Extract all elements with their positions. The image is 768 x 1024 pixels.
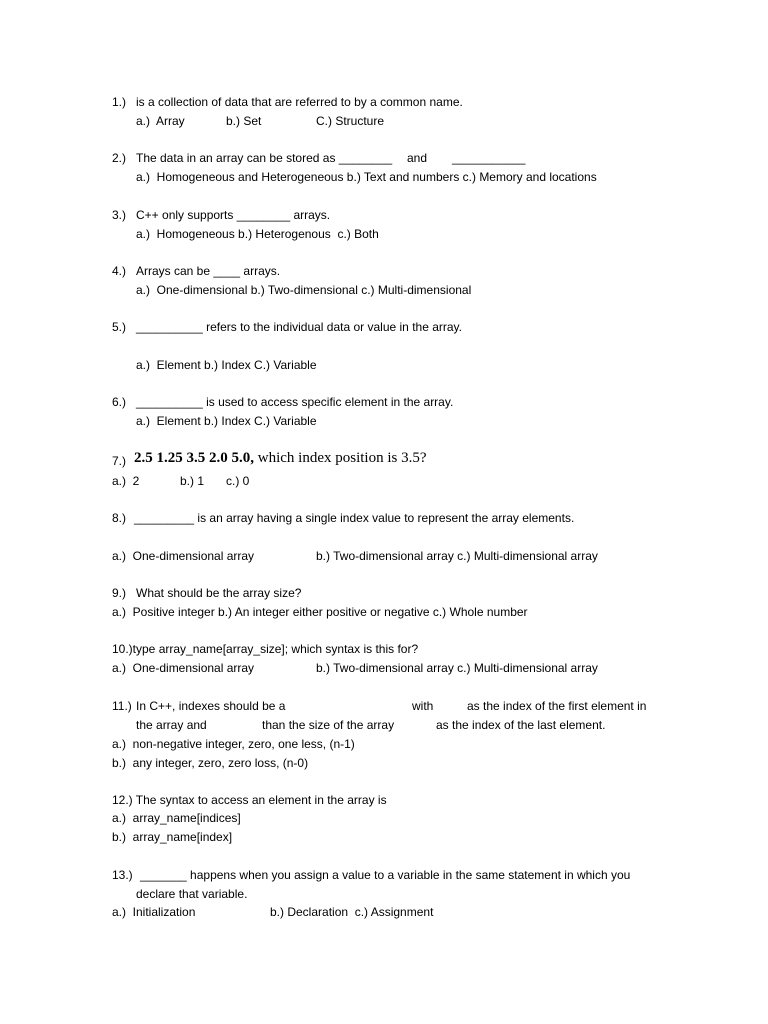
- question-stem-values: 2.5 1.25 3.5 2.0 5.0,: [134, 450, 254, 466]
- question-stem: [134, 451, 427, 466]
- question-number: 4.): [112, 264, 127, 278]
- question-stem: __________ is used to access specific element in the array.: [136, 395, 454, 409]
- option-c: c.) 0: [226, 474, 250, 488]
- options-line: a.) Element b.) Index C.) Variable: [136, 358, 317, 372]
- question-number: 3.): [112, 208, 127, 222]
- question-stem: is a collection of data that are referred to by a common name.: [136, 95, 463, 109]
- question-stem-part: with: [412, 699, 434, 713]
- options-line: a.) One-dimensional b.) Two-dimensional c.) Multi-dimensional: [136, 283, 472, 297]
- question-number: 8.): [112, 511, 127, 525]
- question-stem: _________ is an array having a single index value to represent the array elements.: [134, 511, 575, 525]
- question-number: 1.): [112, 95, 127, 109]
- question-stem-part: In C++, indexes should be a: [136, 699, 286, 713]
- question-stem: 10.)type array_name[array_size]; which syntax is this for?: [112, 642, 419, 656]
- option-b: b.) any integer, zero, zero loss, (n-0): [112, 756, 309, 770]
- option-a: a.) array_name[indices]: [112, 811, 241, 825]
- question-stem-blank: ___________: [452, 151, 526, 165]
- option-a: a.) Initialization: [112, 905, 196, 919]
- options-line: a.) Homogeneous b.) Heterogenous c.) Both: [136, 227, 379, 241]
- options-line: a.) Homogeneous and Heterogeneous b.) Text and numbers c.) Memory and locations: [136, 170, 597, 184]
- question-number: 9.): [112, 586, 127, 600]
- option-a: a.) Array: [136, 114, 185, 128]
- question-stem-part: than the size of the array: [262, 718, 395, 732]
- options-bc: b.) Declaration c.) Assignment: [270, 905, 434, 919]
- option-a: a.) non-negative integer, zero, one less, (n-1): [112, 737, 355, 751]
- question-stem-cont: declare that variable.: [136, 887, 248, 901]
- option-a: a.) 2: [112, 474, 140, 488]
- options-bc: b.) Two-dimensional array c.) Multi-dimensional array: [316, 661, 598, 675]
- option-a: a.) One-dimensional array: [112, 661, 255, 675]
- question-number: 7.): [112, 454, 127, 468]
- question-stem-part: as the index of the first element in: [467, 699, 647, 713]
- question-number: 5.): [112, 320, 127, 334]
- option-b: b.) Set: [226, 114, 262, 128]
- question-stem: 12.) The syntax to access an element in the array is: [112, 793, 387, 807]
- option-a: a.) One-dimensional array: [112, 549, 255, 563]
- option-b: b.) array_name[index]: [112, 830, 233, 844]
- question-number: 13.): [112, 868, 133, 882]
- question-stem-text: which index position is 3.5?: [254, 450, 427, 466]
- question-stem-and: and: [407, 151, 428, 165]
- question-stem-part: as the index of the last element.: [436, 718, 606, 732]
- question-number: 2.): [112, 151, 127, 165]
- question-number: 6.): [112, 395, 127, 409]
- question-stem: The data in an array can be stored as ________: [136, 151, 393, 165]
- question-stem-part: the array and: [136, 718, 207, 732]
- options-line: a.) Element b.) Index C.) Variable: [136, 414, 317, 428]
- question-number: 11.): [112, 699, 132, 713]
- options-line: a.) Positive integer b.) An integer either positive or negative c.) Whole number: [112, 605, 528, 619]
- question-stem: C++ only supports ________ arrays.: [136, 208, 331, 222]
- option-c: C.) Structure: [316, 114, 385, 128]
- question-stem: __________ refers to the individual data or value in the array.: [136, 320, 462, 334]
- question-stem: What should be the array size?: [136, 586, 302, 600]
- question-stem: Arrays can be ____ arrays.: [136, 264, 281, 278]
- options-bc: b.) Two-dimensional array c.) Multi-dimensional array: [316, 549, 598, 563]
- option-b: b.) 1: [180, 474, 205, 488]
- question-stem: _______ happens when you assign a value to a variable in the same statement in which you: [140, 868, 631, 882]
